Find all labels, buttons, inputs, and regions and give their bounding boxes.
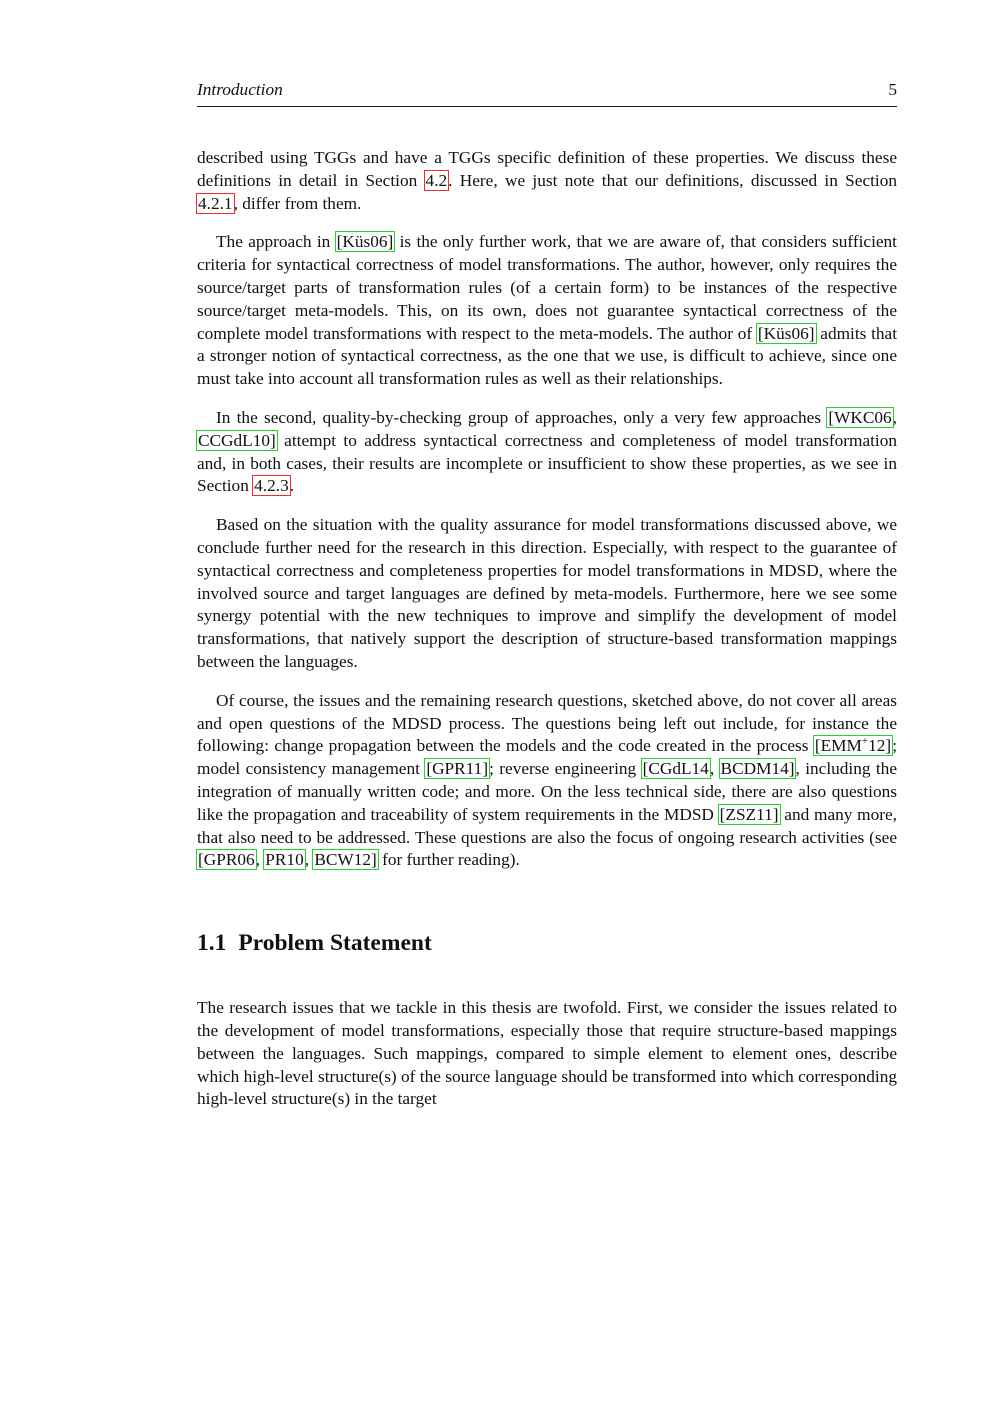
citation-link-zsz11[interactable]: [ZSZ11] xyxy=(719,804,779,824)
citation-link-emm12[interactable] xyxy=(814,736,892,755)
body-text xyxy=(197,147,897,1111)
text-span: , xyxy=(304,850,314,870)
text-span: , xyxy=(709,759,720,779)
text-span: described using TGGs and have a TGGs specific definition of these properties. We discuss these definitions in detail in Section xyxy=(197,148,897,190)
paragraph-5 xyxy=(197,690,897,872)
text-span: , differ from them. xyxy=(233,193,362,213)
citation-link-bcw12[interactable]: BCW12] xyxy=(314,850,377,870)
paragraph-4: Based on the situation with the quality assurance for model transformations discussed above, we conclude further need for the research in this direction. Especially, with respect to the guarantee of syntactical correctness and completeness properties for model transformations in MDSD, where the involved source and target languages are defined by meta-models. Furthermore, here we see some synergy potential with the new techniques to improve and simplify the development of model transformations, that natively support the description of structure-based transformation mappings between the languages. xyxy=(197,515,897,671)
citation-text: 12] xyxy=(868,736,892,756)
section-number: 1.1 xyxy=(197,930,227,957)
section-heading xyxy=(197,930,897,957)
text-span: . Here, we just note that our definitions, discussed in Section xyxy=(448,170,897,190)
text-span: for further reading). xyxy=(377,850,520,870)
text-span: The approach in xyxy=(216,232,336,252)
text-span: . xyxy=(289,476,295,496)
page xyxy=(197,80,897,1127)
text-span: and many more, that also need to be addressed. These questions are also the focus of ongoing research activities (see xyxy=(197,804,897,847)
citation-link-gpr11[interactable]: [GPR11] xyxy=(426,759,489,779)
paragraph-6: The research issues that we tackle in this thesis are twofold. First, we consider the issues related to the development of model transformations, especially those that require structure-based mappings between the languages. Such mappings, compared to simple element to element ones, describe which high-level structure(s) of the source language should be transformed into which corresponding high-level structure(s) in the target xyxy=(197,998,897,1109)
text-span: , xyxy=(892,407,897,427)
citation-link-kus06-second[interactable]: [Küs06] xyxy=(757,323,815,343)
citation-link-pr10[interactable]: PR10 xyxy=(265,850,304,870)
text-span: ; reverse engineering xyxy=(489,759,642,779)
citation-link-bcdm14[interactable]: BCDM14] xyxy=(720,759,795,779)
paragraph-1 xyxy=(197,147,897,215)
paragraph-3 xyxy=(197,407,897,498)
section-link-4-2-3[interactable]: 4.2.3 xyxy=(254,476,289,496)
text-span: , xyxy=(255,850,265,870)
section-link-4-2[interactable]: 4.2 xyxy=(425,170,448,190)
running-header xyxy=(197,80,897,107)
citation-link-gpr06[interactable]: [GPR06 xyxy=(198,850,255,870)
citation-text: [EMM xyxy=(814,736,862,756)
citation-superscript: + xyxy=(861,735,869,748)
citation-link-wkc06[interactable]: [WKC06 xyxy=(828,407,892,427)
text-span: attempt to address syntactical correctness and completeness of model transformation and, in both cases, their results are incomplete or insufficient to show these properties, as we see in Section xyxy=(197,430,897,496)
text-span: Of course, the issues and the remaining research questions, sketched above, do not cover all areas and open questions of the MDSD process. The questions being left out include, for instance the following: change propagation between the models and the code created in the process xyxy=(197,690,897,756)
running-title: Introduction xyxy=(197,80,283,99)
citation-link-kus06[interactable]: [Küs06] xyxy=(336,232,394,252)
section-title: Problem Statement xyxy=(238,930,432,957)
text-span: admits that a stronger notion of syntactical correctness, as the one that we use, is difficult to achieve, since one must take into account all transformation rules as well as their relationships. xyxy=(197,323,897,389)
paragraph-2 xyxy=(197,231,897,391)
text-span: ; model consistency management xyxy=(197,736,897,779)
text-span: , including the integration of manually written code; and more. On the less technical side, there are also questions like the propagation and traceability of system requirements in the MDSD xyxy=(197,759,897,824)
text-span: is the only further work, that we are aware of, that considers sufficient criteria for syntactical correctness of model transformations. The author, however, only requires the source/target parts of transformation rules (of a certain form) to be instances of the respective source/target meta-models. This, on its own, does not guarantee syntactical correctness of the complete model transformations with respect to the meta-models. The author of xyxy=(197,232,897,343)
citation-link-ccgdl10[interactable]: CCGdL10] xyxy=(198,430,276,450)
citation-link-cgdl14[interactable]: [CGdL14 xyxy=(642,759,709,779)
section-link-4-2-1[interactable]: 4.2.1 xyxy=(198,193,233,213)
text-span: In the second, quality-by-checking group of approaches, only a very few approaches xyxy=(216,407,828,427)
page-number: 5 xyxy=(888,80,897,99)
